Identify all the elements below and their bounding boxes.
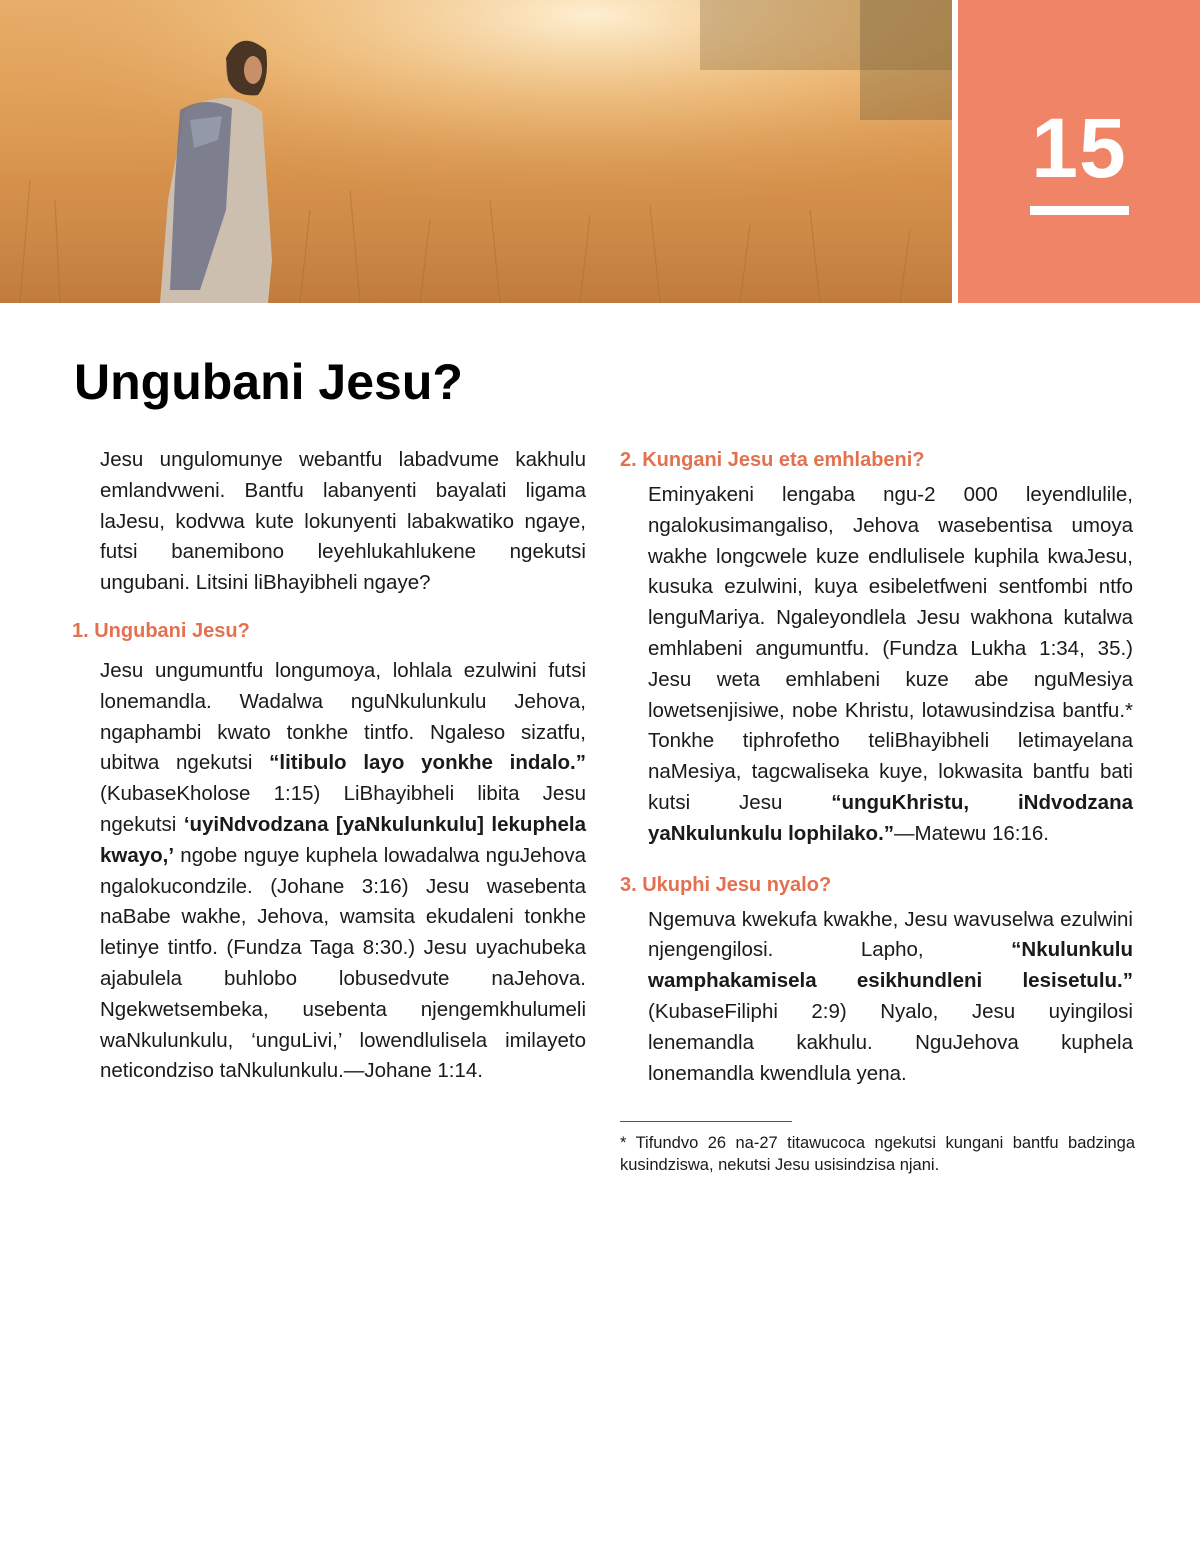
page-title: Ungubani Jesu? [74, 354, 463, 410]
section-heading-1: 1. Ungubani Jesu? [72, 619, 250, 642]
footnote-divider [620, 1121, 792, 1122]
section-heading-2: 2. Kungani Jesu eta emhlabeni? [620, 449, 925, 471]
section-body-1: Jesu ungumuntfu longumoya, lohlala ezulwini futsi lonemandla. Wadalwa nguNkulunkulu Jehova, ngaphambi kwato tonkhe tintfo. Ngaleso sizatfu, ubitwa ngekutsi “litibulo layo yonkhe indalo.” (KubaseKholose 1:15) LiBhayibheli libita Jesu ngekutsi ‘uyiNdvodzana [yaNkulunkulu] lekuphela kwayo,’ ngobe nguye kuphela lowadalwa nguJehova ngalokucondzile. (Johane 3:16) Jesu wasebenta naBabe wakhe, Jehova, wamsita ekudaleni tonkhe letinye tintfo. (Fundza Taga 8:30.) Jesu uyachubeka ajabulela buhlobo lobusedvute naJehova. Ngekwetsembeka, usebenta njengemkhulumeli waNkulunkulu, ‘unguLivi,’ lowendlulisela imilayeto neticondziso taNkulunkulu.—Johane 1:14. [100, 658, 586, 1083]
left-column [72, 445, 586, 1087]
intro-paragraph: Jesu ungulomunye webantfu labadvume kakhulu emlandvweni. Bantfu labanyenti bayalati ligama laJesu, kodvwa kute lokunyenti labakwatiko ngaye, futsi banemibono leyehlukahlukene ngekutsi ungubani. Litsini liBhayibheli ngaye? [100, 448, 586, 595]
hero-illustration [0, 0, 952, 303]
footnote: * Tifundvo 26 na-27 titawucoca ngekutsi kungani bantfu badzinga kusindziswa, nekutsi Jesu usisindzisa njani. [620, 1134, 1135, 1174]
lesson-number: 15 [1031, 101, 1127, 195]
right-column [620, 445, 1133, 1089]
section-body-2: Eminyakeni lengaba ngu-2 000 leyendlulile, ngalokusimangaliso, Jehova wasebentisa umoya wakhe longcwele kuze endlulisele kuphila kwaJesu, kusuka ezulwini, kuya esibeletfweni sentfombi ntfo lenguMariya. Ngaleyondlela Jesu wakhona kutalwa emhlabeni angumuntfu. (Fundza Lukha 1:34, 35.) Jesu weta emhlabeni kuze abe nguMesiya lowetsenjisiwe, nobe Khristu, lotawusindzisa bantfu.* Tonkhe tiphrofetho teliBhayibheli letimayelana naMesiya, tagcwaliseka kuye, lokwasita bantfu bati kutsi Jesu “unguKhristu, iNdvodzana yaNkulunkulu lophilako.”—Matewu 16:16. [648, 483, 1133, 845]
section-heading-3: 3. Ukuphi Jesu nyalo? [620, 873, 832, 896]
hero-image [0, 0, 952, 303]
lesson-number-underline [1030, 206, 1129, 215]
section-body-3: Ngemuva kwekufa kwakhe, Jesu wavuselwa ezulwini njengengilosi. Lapho, “Nkulunkulu wamphakamisela esikhundleni lesisetulu.” (KubaseFiliphi 2:9) Nyalo, Jesu uyingilosi lenemandla kakhulu. NguJehova kuphela lonemandla kwendlula yena. [648, 907, 1133, 1085]
lesson-number-box [958, 0, 1200, 303]
